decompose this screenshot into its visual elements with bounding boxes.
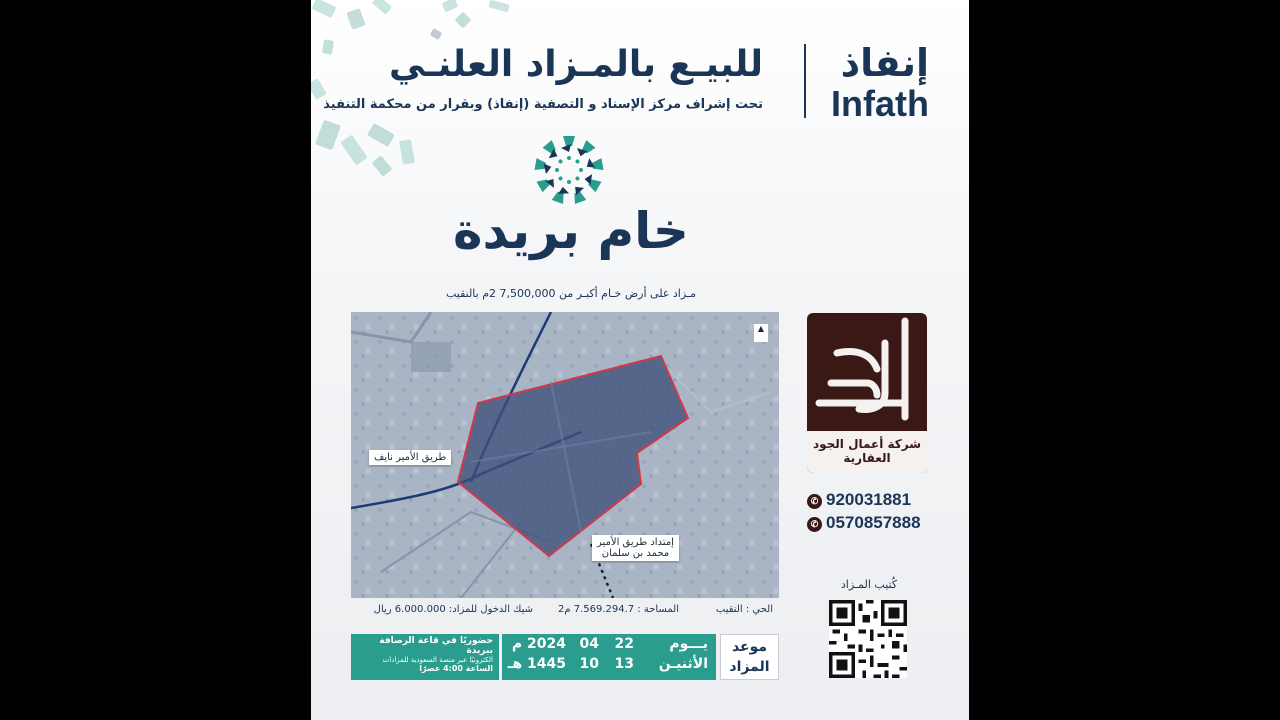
decor-shape: [399, 139, 415, 165]
decor-shape: [322, 39, 334, 55]
decor-shape: [488, 0, 509, 12]
auction-date-label-line: موعد: [731, 639, 768, 655]
letterbox-right: [969, 0, 1280, 720]
auction-date-label-line: المزاد: [729, 659, 770, 675]
auction-subtitle: تحت إشراف مركز الإسناد و التصفية (إنفاذ) وبقرار من محكمة التنفيذ: [323, 97, 763, 112]
phone-mobile[interactable]: [807, 513, 937, 533]
site-map: [351, 312, 779, 598]
auction-schedule: [351, 634, 779, 680]
gregorian-day: 22: [614, 636, 634, 652]
property-facts: [351, 604, 779, 622]
gregorian-month: 04: [579, 636, 599, 652]
auction-date-label: [720, 634, 779, 680]
north-arrow-icon: ▲: [754, 324, 768, 342]
hijri-year: 1445 هـ: [507, 656, 566, 672]
phone-number: 920031881: [826, 490, 912, 509]
letterbox-left: [0, 0, 311, 720]
day-label: يـــوم: [669, 636, 708, 652]
decor-shape: [367, 123, 395, 147]
road-label-mbs-extension: [592, 535, 679, 561]
decor-shape: [311, 0, 336, 18]
header-divider: [804, 44, 806, 118]
qr-code-icon[interactable]: [829, 600, 907, 678]
phone-icon: ✆: [807, 494, 822, 509]
infath-logo-english: Infath: [831, 83, 929, 124]
road-label-prince-naif: طريق الأمير نايف: [369, 450, 451, 465]
venue-time: الساعة 4:00 عصرًا: [419, 664, 493, 673]
decor-shape: [315, 120, 341, 151]
decor-shape: [455, 12, 472, 29]
decor-shape: [430, 28, 443, 40]
hijri-day: 13: [614, 656, 634, 672]
venue-box: [351, 634, 499, 680]
decor-shape: [340, 135, 368, 166]
company-logo: [807, 313, 927, 473]
venue-line: الكترونيًا عبر منصة السعودية للمزادات: [382, 656, 493, 664]
whatsapp-icon: ✆: [807, 517, 822, 532]
project-emblem-icon: [533, 134, 605, 206]
area-text: المساحة : 7.569.294.7 م2: [557, 604, 679, 615]
booklet-label: كُتيب المـزاد: [840, 578, 898, 591]
phone-unified[interactable]: [807, 490, 937, 510]
company-calligraphy-logo: [807, 313, 927, 431]
decor-shape: [372, 155, 393, 177]
venue-line: حضوريًا في قاعة الرصافة ببريدة: [379, 636, 493, 656]
company-name: شركة أعمال الجود العقارية: [812, 437, 922, 465]
decor-shape: [442, 0, 459, 12]
phone-number: 0570857888: [826, 513, 921, 532]
property-description: مـزاد على أرض خـام أكبـر من 7,500,000 2م بالنقيب: [445, 287, 697, 300]
deposit-text: شيك الدخول للمزاد: 6.000.000 ريال: [373, 604, 533, 615]
auction-title: للبيـع بالمـزاد العلنـي: [388, 44, 763, 85]
date-grid: [502, 634, 716, 680]
infath-logo: [831, 40, 929, 122]
gregorian-year: 2024 م: [511, 636, 566, 652]
decor-shape: [346, 8, 365, 30]
hijri-month: 10: [579, 656, 599, 672]
auction-poster: [311, 0, 969, 720]
road-label-line: محمد بن سلمان: [601, 548, 670, 559]
road-label-line: إمتداد طريق الأمير: [597, 537, 674, 548]
decor-shape: [372, 0, 392, 15]
infath-logo-arabic: إنفاذ: [840, 41, 929, 85]
property-name: خام بريدة: [453, 202, 689, 260]
day-name: الأثنيـن: [658, 656, 708, 672]
district-text: الحي : النقيب: [715, 604, 773, 615]
